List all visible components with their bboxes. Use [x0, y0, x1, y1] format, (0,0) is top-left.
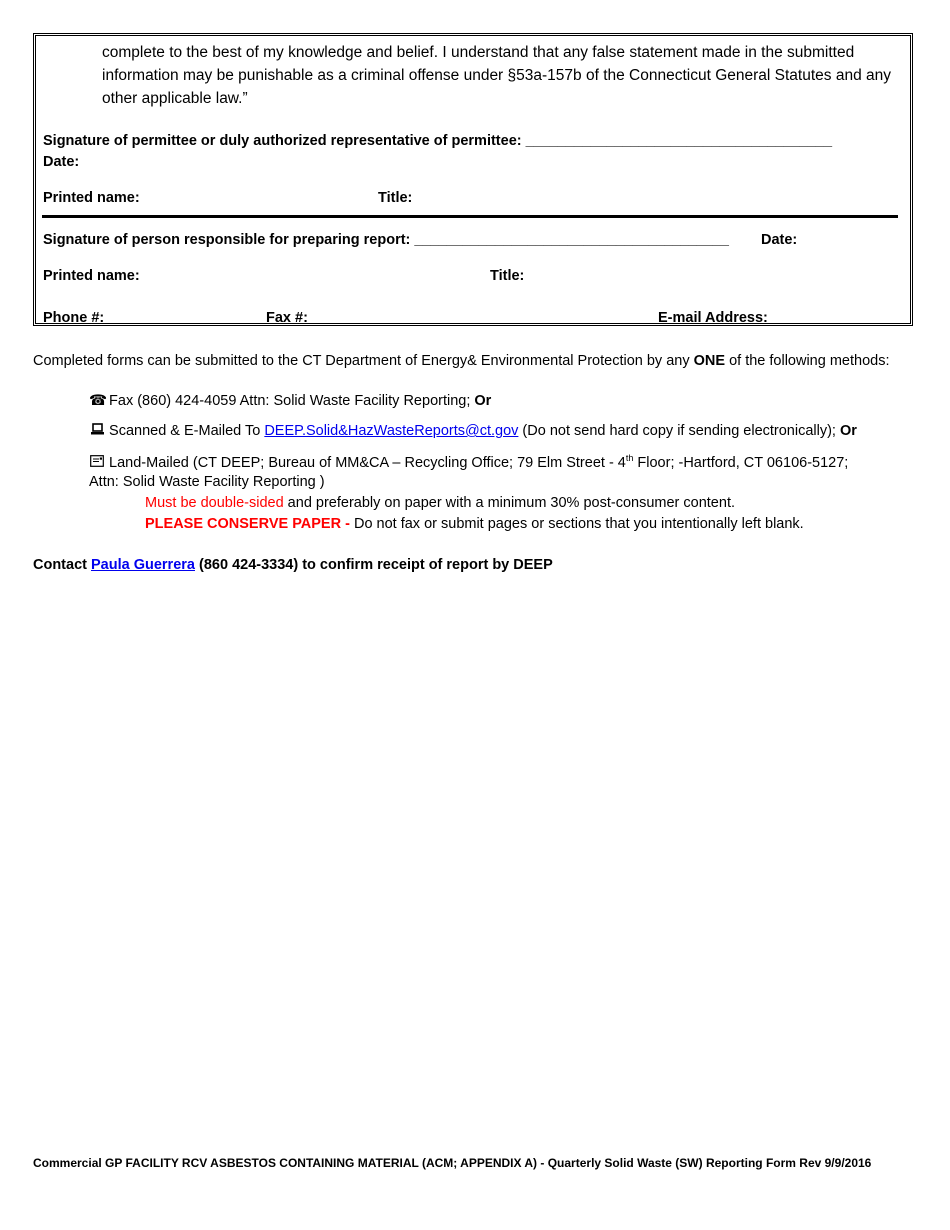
permittee-printed-name-label[interactable]: Printed name:: [43, 190, 140, 206]
preparer-title-label[interactable]: Title:: [490, 268, 525, 284]
section-divider: [42, 215, 898, 218]
page-footer: Commercial GP FACILITY RCV ASBESTOS CONTAINING MATERIAL (ACM; APPENDIX A) - Quarterly Solid Waste (SW) Reporting Form Rev 9/9/2016: [33, 1156, 872, 1170]
permittee-signature-label[interactable]: Signature of permittee or duly authorized representative of permittee: ______________________________________: [43, 133, 833, 149]
mail-icon: [89, 455, 105, 471]
double-sided-note: Must be double-sided and preferably on paper with a minimum 30% post-consumer content.: [145, 495, 735, 511]
contact-name-link[interactable]: Paula Guerrera: [91, 557, 195, 573]
phone-icon: ☎: [89, 393, 108, 409]
contact-line: Contact Paula Guerrera (860 424-3334) to confirm receipt of report by DEEP: [33, 557, 553, 573]
preparer-fax-label[interactable]: Fax #:: [266, 310, 308, 326]
preparer-email-label[interactable]: E-mail Address:: [658, 310, 768, 326]
laptop-icon: [89, 423, 105, 439]
permittee-date-label[interactable]: Date:: [43, 154, 80, 170]
preparer-phone-label[interactable]: Phone #:: [43, 310, 105, 326]
submission-intro: Completed forms can be submitted to the CT Department of Energy& Environmental Protection by any ONE of the following methods:: [33, 353, 890, 369]
email-method: Scanned & E-Mailed To DEEP.Solid&HazWasteReports@ct.gov (Do not send hard copy if sending electronically); Or: [89, 423, 857, 439]
certification-text: complete to the best of my knowledge and belief. I understand that any false statement made in the submitted information may be punishable as a criminal offense under §53a-157b of the Connecticut General Statutes and any other applicable law.”: [102, 44, 891, 107]
permittee-title-label[interactable]: Title:: [378, 190, 413, 206]
email-link[interactable]: DEEP.Solid&HazWasteReports@ct.gov: [264, 423, 519, 439]
conserve-paper-note: PLEASE CONSERVE PAPER - Do not fax or submit pages or sections that you intentionally left blank.: [145, 516, 804, 532]
preparer-date-label[interactable]: Date:: [761, 232, 798, 248]
mail-method: Land-Mailed (CT DEEP; Bureau of MM&CA – Recycling Office; 79 Elm Street - 4th Floor; -Hartford, CT 06106-5127;: [89, 453, 848, 471]
preparer-signature-label[interactable]: Signature of person responsible for preparing report: _______________________________________: [43, 232, 729, 248]
mail-method-line2: Attn: Solid Waste Facility Reporting ): [89, 474, 325, 490]
fax-method: ☎ Fax (860) 424-4059 Attn: Solid Waste Facility Reporting; Or: [89, 393, 492, 409]
preparer-printed-name-label[interactable]: Printed name:: [43, 268, 140, 284]
certification-box: [33, 33, 913, 326]
